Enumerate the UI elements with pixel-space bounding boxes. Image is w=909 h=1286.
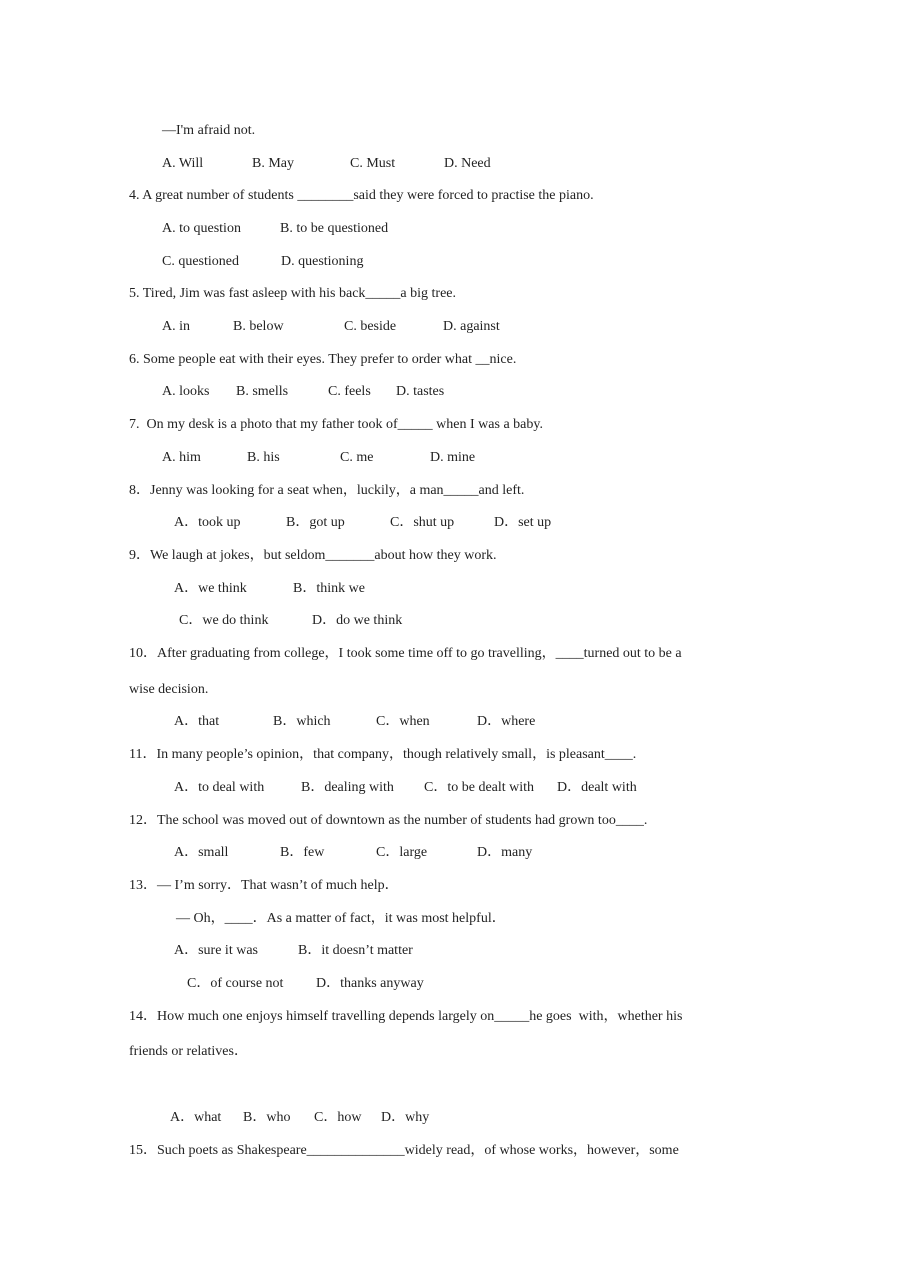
q12-option-a: A．small — [174, 845, 229, 860]
q5-option-a: A. in — [162, 319, 190, 334]
q15-stem: 15．Such poets as Shakespeare______________widely read，of whose works，however，some — [129, 1143, 679, 1158]
q12-stem: 12．The school was moved out of downtown as the number of students had grown too____. — [129, 813, 648, 828]
q6-stem: 6. Some people eat with their eyes. They prefer to order what __nice. — [129, 352, 517, 367]
q14-stem-line1: 14．How much one enjoys himself travelling depends largely on_____he goes with，whether his — [129, 1009, 683, 1024]
q14-option-d: D．why — [381, 1110, 430, 1125]
q13-option-a: A．sure it was — [174, 943, 258, 958]
q4-option-c: C. questioned — [162, 254, 239, 269]
q14-option-b: B．who — [243, 1110, 291, 1125]
q3-option-a: A. Will — [162, 156, 204, 171]
q10-option-c: C．when — [376, 714, 430, 729]
q10-stem-line1: 10．After graduating from college，I took some time off to go travelling，____turned out to be a — [129, 646, 682, 661]
q11-option-d: D．dealt with — [557, 780, 637, 795]
q3-option-b: B. May — [252, 156, 294, 171]
q11-option-c: C．to be dealt with — [424, 780, 535, 795]
q7-option-c: C. me — [340, 450, 374, 465]
q6-option-b: B. smells — [236, 384, 289, 399]
q8-stem: 8．Jenny was looking for a seat when，luckily，a man_____and left. — [129, 483, 525, 498]
q4-option-a: A. to question — [162, 221, 241, 236]
q4-option-d: D. questioning — [281, 254, 364, 269]
q3-answer-line: —I'm afraid not. — [162, 123, 256, 138]
q9-option-a: A．we think — [174, 581, 247, 596]
q9-option-d: D．do we think — [312, 613, 403, 628]
q8-option-a: A．took up — [174, 515, 241, 530]
q8-option-c: C．shut up — [390, 515, 455, 530]
q7-option-a: A. him — [162, 450, 201, 465]
q5-option-c: C. beside — [344, 319, 397, 334]
q10-stem-line2: wise decision. — [129, 682, 209, 697]
q9-stem: 9．We laugh at jokes，but seldom_______about how they work. — [129, 548, 497, 563]
q12-option-b: B．few — [280, 845, 325, 860]
q13-option-d: D．thanks anyway — [316, 976, 424, 991]
q6-option-d: D. tastes — [396, 384, 445, 399]
q13-stem-line1: 13．— I’m sorry．That wasn’t of much help． — [129, 878, 399, 893]
q8-option-b: B．got up — [286, 515, 345, 530]
q14-option-c: C．how — [314, 1110, 362, 1125]
q7-stem: 7. On my desk is a photo that my father took of_____ when I was a baby. — [129, 417, 543, 432]
q5-stem: 5. Tired, Jim was fast asleep with his back_____a big tree. — [129, 286, 457, 301]
q14-option-a: A．what — [170, 1110, 222, 1125]
q5-option-b: B. below — [233, 319, 284, 334]
q5-option-d: D. against — [443, 319, 500, 334]
q9-option-b: B．think we — [293, 581, 365, 596]
q10-option-d: D．where — [477, 714, 536, 729]
q6-option-c: C. feels — [328, 384, 371, 399]
q6-option-a: A. looks — [162, 384, 210, 399]
q4-option-b: B. to be questioned — [280, 221, 389, 236]
q3-option-c: C. Must — [350, 156, 396, 171]
q8-option-d: D．set up — [494, 515, 552, 530]
q11-stem: 11．In many people’s opinion，that company，though relatively small，is pleasant____. — [129, 747, 637, 762]
q7-option-d: D. mine — [430, 450, 476, 465]
q10-option-a: A．that — [174, 714, 220, 729]
q13-option-c: C．of course not — [187, 976, 284, 991]
q12-option-d: D．many — [477, 845, 533, 860]
q14-stem-line2: friends or relatives． — [129, 1044, 248, 1059]
q9-option-c: C．we do think — [179, 613, 269, 628]
q11-option-b: B．dealing with — [301, 780, 394, 795]
q12-option-c: C．large — [376, 845, 428, 860]
q3-option-d: D. Need — [444, 156, 491, 171]
q11-option-a: A．to deal with — [174, 780, 265, 795]
q7-option-b: B. his — [247, 450, 280, 465]
q4-stem: 4. A great number of students ________said they were forced to practise the piano. — [129, 188, 594, 203]
q10-option-b: B．which — [273, 714, 331, 729]
q13-stem-line2: — Oh，____．As a matter of fact，it was most helpful． — [176, 911, 506, 926]
q13-option-b: B．it doesn’t matter — [298, 943, 413, 958]
